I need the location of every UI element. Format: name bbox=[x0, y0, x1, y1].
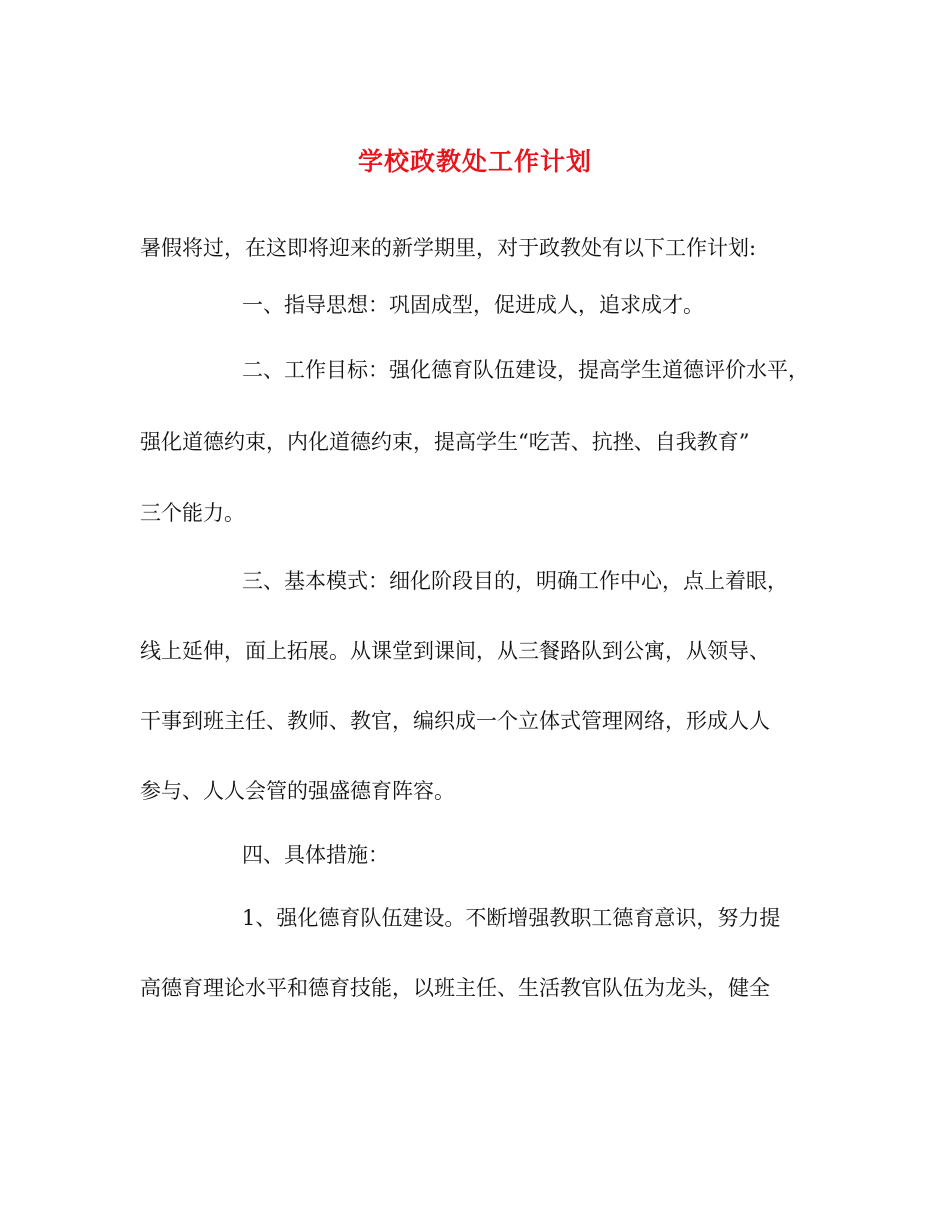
section-2-goals-line-3: 三个能力。 bbox=[140, 501, 245, 525]
section-3-model-line-2: 线上延伸，面上拓展。从课堂到课间，从三餐路队到公寓，从领导、 bbox=[140, 639, 770, 663]
section-3-model-line-4: 参与、人人会管的强盛德育阵容。 bbox=[140, 779, 455, 803]
measure-1-line-2: 高德育理论水平和德育技能，以班主任、生活教官队伍为龙头，健全 bbox=[140, 976, 770, 1000]
section-3-model-line-1: 三、基本模式：细化阶段目的，明确工作中心，点上着眼， bbox=[242, 569, 788, 593]
section-2-goals-line-2: 强化道德约束，内化道德约束，提高学生“吃苦、抗挫、自我教育” bbox=[140, 430, 750, 454]
paragraph-intro-line-1: 暑假将过，在这即将迎来的新学期里，对于政教处有以下工作计划: bbox=[140, 236, 757, 260]
section-1-guiding-thought: 一、指导思想：巩固成型，促进成人，追求成才。 bbox=[242, 293, 704, 317]
page-title: 学校政教处工作计划 bbox=[357, 147, 592, 176]
section-2-goals-line-1: 二、工作目标：强化德育队伍建设，提高学生道德评价水平， bbox=[242, 358, 809, 382]
section-4-heading: 四、具体措施： bbox=[242, 843, 389, 867]
section-3-model-line-3: 干事到班主任、教师、教官，编织成一个立体式管理网络，形成人人 bbox=[140, 709, 770, 733]
measure-1-line-1: 1、强化德育队伍建设。不断增强教职工德育意识，努力提 bbox=[242, 906, 781, 930]
